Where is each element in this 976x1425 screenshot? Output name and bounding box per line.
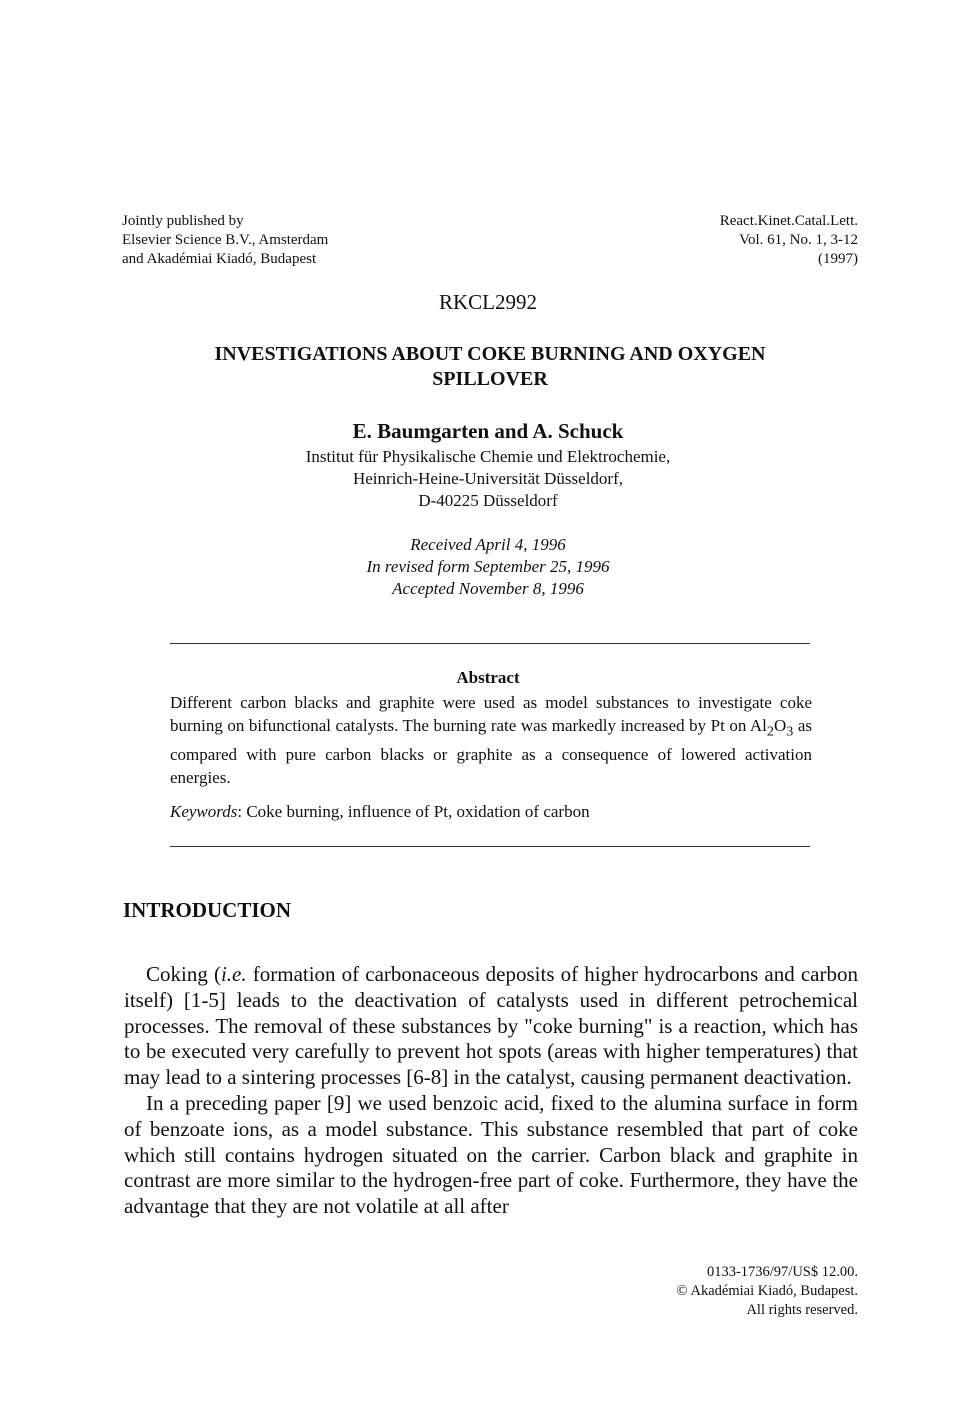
affiliation (0, 446, 976, 512)
publisher-line-1: Jointly published by (122, 213, 244, 229)
paragraph-2: In a preceding paper [9] we used benzoic acid, fixed to the alumina surface in form of benzoate ions, as a model substance. This substance resembled that part of coke which still contains hydrogen situated on the carrier. Carbon black and graphite in contrast are more similar to the hydrogen-free part of coke. Furthermore, they have the advantage that they are not volatile at all after (124, 1090, 858, 1219)
keywords (170, 802, 590, 822)
paragraph-1 (124, 962, 858, 1091)
abstract-heading: Abstract (456, 668, 520, 687)
journal-name: React.Kinet.Catal.Lett. (719, 213, 858, 229)
introduction-body (124, 962, 858, 1220)
abstract-part-2: O (773, 716, 787, 735)
publisher-line-2: Elsevier Science B.V., Amsterdam (122, 232, 329, 248)
abstract-part-1: Different carbon blacks and graphite were used as model substances to investigate coke burning on bifunctional catalysts. The burning rate was markedly increased by Pt on Al (170, 693, 812, 735)
authors: E. Baumgarten and A. Schuck (352, 419, 624, 443)
paper-title (150, 342, 830, 392)
affiliation-line-2: Heinrich-Heine-Universität Düsseldorf, (352, 469, 624, 488)
introduction-heading: INTRODUCTION (123, 898, 292, 922)
submission-dates (0, 534, 976, 600)
footer-line-3: All rights reserved. (746, 1302, 858, 1318)
date-accepted: Accepted November 8, 1996 (392, 579, 584, 598)
affiliation-line-3: D-40225 Düsseldorf (418, 491, 558, 510)
date-revised: In revised form September 25, 1996 (366, 557, 610, 576)
title-line-2: SPILLOVER (432, 368, 548, 390)
date-received: Received April 4, 1996 (410, 535, 566, 554)
publisher-line-3: and Akadémiai Kiadó, Budapest (122, 251, 317, 267)
journal-year: (1997) (818, 251, 858, 267)
affiliation-line-1: Institut für Physikalische Chemie und Elektrochemie, (305, 447, 671, 466)
p1-start: Coking ( (146, 962, 221, 986)
p1-ie: i.e. (220, 962, 247, 986)
footer-line-1: 0133-1736/97/US$ 12.00. (706, 1264, 858, 1280)
subscript-3: 3 (786, 723, 794, 740)
journal-info (558, 212, 858, 269)
publisher-info (122, 212, 422, 269)
title-line-1: INVESTIGATIONS ABOUT COKE BURNING AND OXYGEN (214, 343, 766, 365)
subscript-2: 2 (766, 723, 774, 740)
copyright-footer (558, 1263, 858, 1320)
keywords-label: Keywords (170, 802, 238, 821)
keywords-text: : Coke burning, influence of Pt, oxidation of carbon (237, 802, 590, 821)
p1-rest: formation of carbonaceous deposits of higher hydrocarbons and carbon itself) [1-5] leads to the deactivation of catalysts used in different petrochemical processes. The removal of these substances by "coke burning" is a reaction, which has to be executed very carefully to prevent hot spots (areas with higher temperatures) that may lead to a sintering processes [6-8] in the catalyst, causing permanent deactivation. (124, 962, 858, 1090)
journal-volume: Vol. 61, No. 1, 3-12 (739, 232, 858, 248)
footer-line-2: © Akadémiai Kiadó, Budapest. (676, 1283, 858, 1299)
article-code: RKCL2992 (438, 290, 537, 314)
divider-top (170, 643, 810, 644)
divider-bottom (170, 846, 810, 847)
abstract-part-3: as compared with pure carbon blacks or graphite as a consequence of lowered activation energies. (170, 716, 812, 788)
abstract-text (170, 691, 812, 789)
